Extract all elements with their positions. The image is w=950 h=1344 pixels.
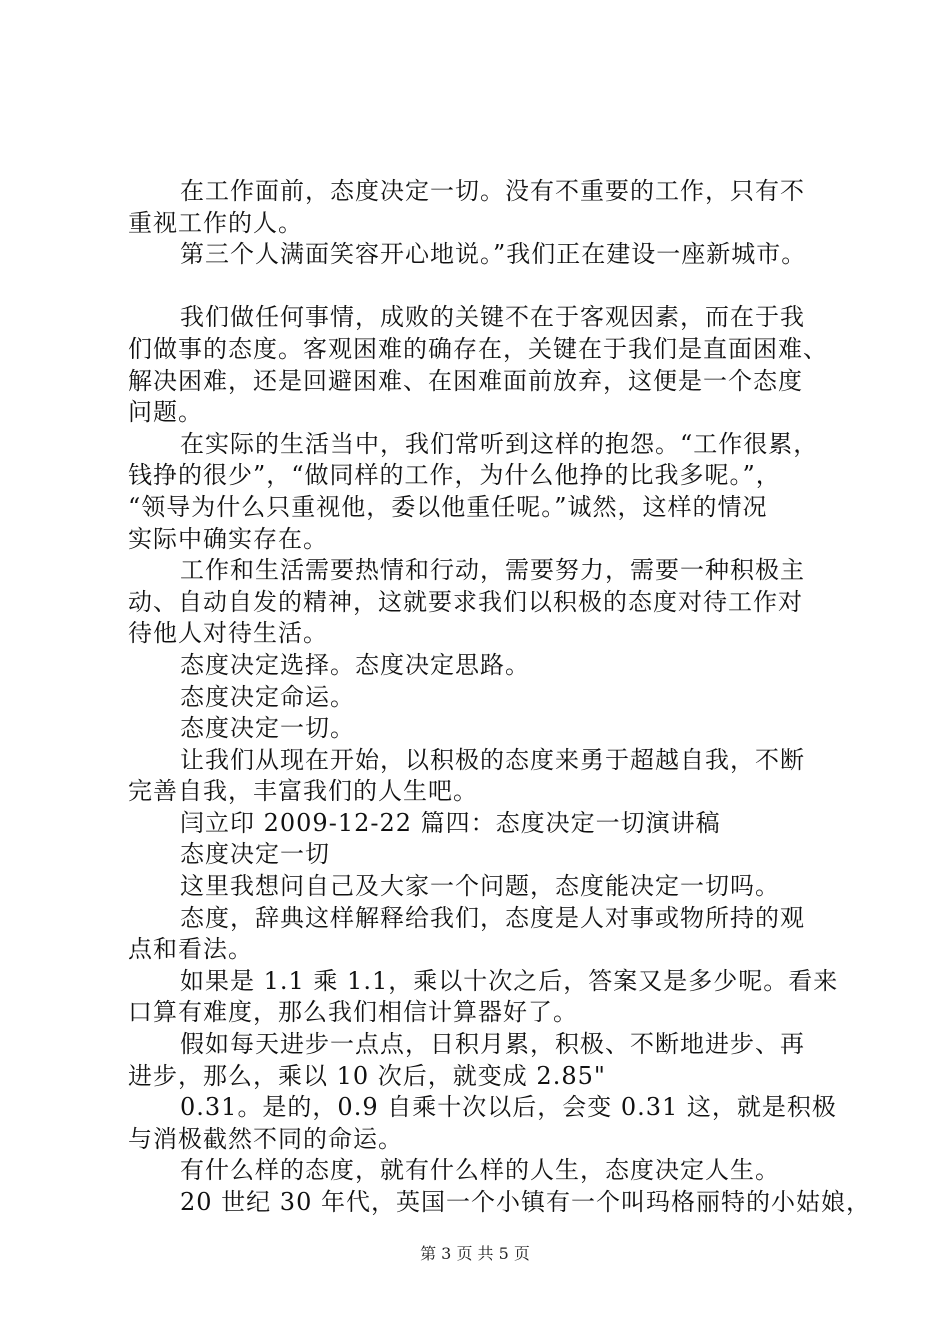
text-line: 们做事的态度。客观困难的确存在，关键在于我们是直面困难、 (128, 334, 828, 363)
text-line: 假如每天进步一点点，日积月累，积极、不断地进步、再 (180, 1030, 805, 1059)
text-line: 解决困难，还是回避困难、在困难面前放弃，这便是一个态度 (128, 366, 803, 395)
text-line: 动、自动自发的精神，这就要求我们以积极的态度对待工作对 (128, 587, 803, 616)
text-line: 我们做任何事情，成败的关键不在于客观因素，而在于我 (180, 303, 805, 332)
text-line: 点和看法。 (128, 935, 253, 964)
text-line: 20 世纪 30 年代，英国一个小镇有一个叫玛格丽特的小姑娘， (180, 1188, 871, 1216)
text-line: 0.31。是的，0.9 自乘十次以后，会变 0.31 这，就是积极 (180, 1093, 837, 1122)
text-line: 完善自我，丰富我们的人生吧。 (128, 777, 478, 806)
page-footer: 第 3 页 共 5 页 (420, 1244, 530, 1263)
text-line: 这里我想问自己及大家一个问题，态度能决定一切吗。 (180, 872, 780, 901)
blank-line (128, 271, 830, 303)
text-line: 态度决定一切 (180, 840, 330, 869)
text-line: 进步，那么，乘以 10 次后，就变成 2.85" (128, 1061, 606, 1090)
text-line: 工作和生活需要热情和行动，需要努力，需要一种积极主 (180, 556, 805, 585)
text-line: 态度决定选择。态度决定思路。 (180, 650, 530, 679)
text-line: 实际中确实存在。 (128, 524, 328, 553)
document-body (128, 176, 871, 1219)
text-line: 待他人对待生活。 (128, 619, 328, 648)
text-line: 让我们从现在开始，以积极的态度来勇于超越自我，不断 (180, 745, 805, 774)
text-line: 闫立印 2009-12-22 篇四：态度决定一切演讲稿 (180, 808, 721, 837)
text-line: 态度决定一切。 (180, 714, 355, 743)
text-line: 在实际的生活当中，我们常听到这样的抱怨。“工作很累， (180, 429, 819, 458)
text-line: 与消极截然不同的命运。 (128, 1124, 403, 1153)
text-line: 如果是 1.1 乘 1.1，乘以十次之后，答案又是多少呢。看来 (180, 966, 839, 995)
text-line: 第三个人满面笑容开心地说。”我们正在建设一座新城市。 (180, 240, 807, 269)
text-line: 态度，辞典这样解释给我们，态度是人对事或物所持的观 (180, 903, 805, 932)
text-line: “领导为什么只重视他，委以他重任呢。”诚然，这样的情况 (128, 492, 768, 521)
text-line: 钱挣的很少”，“做同样的工作，为什么他挣的比我多呢。”， (128, 461, 781, 490)
text-line: 问题。 (128, 398, 203, 427)
text-line: 态度决定命运。 (180, 682, 355, 711)
text-line: 在工作面前，态度决定一切。没有不重要的工作，只有不 (180, 177, 805, 205)
text-line: 口算有难度，那么我们相信计算器好了。 (128, 998, 578, 1027)
text-line: 有什么样的态度，就有什么样的人生，态度决定人生。 (180, 1156, 780, 1185)
text-line: 重视工作的人。 (128, 208, 303, 237)
